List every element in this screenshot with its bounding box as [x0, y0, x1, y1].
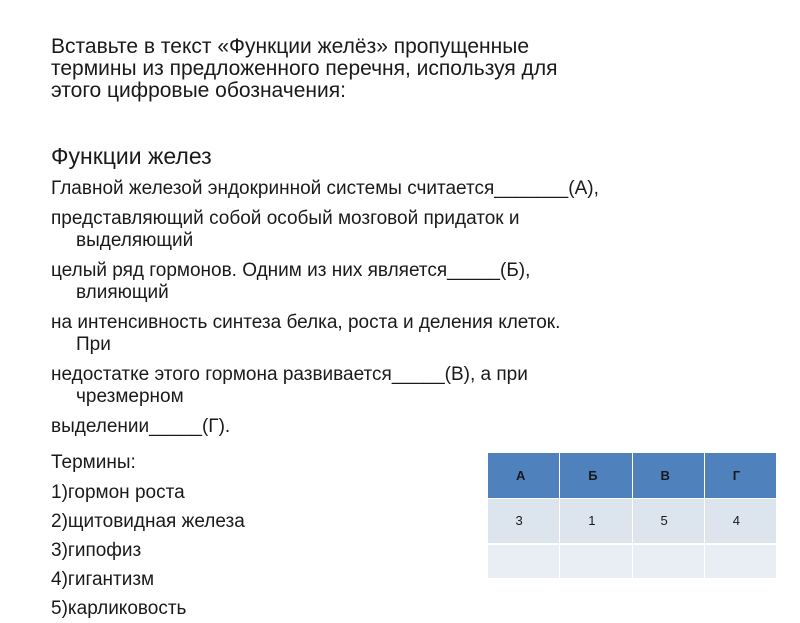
answer-value-cell: 4 [704, 499, 776, 544]
text-line-continued: При [76, 334, 111, 355]
term-item: 5)карликовость [51, 598, 187, 619]
task-instruction [51, 31, 711, 102]
answer-header-cell: Г [704, 453, 776, 499]
term-item: 2)щитовидная железа [51, 511, 245, 532]
text-line: недостатке этого гормона развивается_____(В), а при [51, 364, 528, 385]
section-title: Функции желез [51, 143, 212, 169]
answer-table-row [488, 499, 777, 544]
term-item: 1)гормон роста [51, 482, 185, 503]
answer-value-cell: 1 [560, 499, 632, 544]
answer-header-cell: Б [560, 453, 632, 499]
answer-table-empty-row [488, 544, 777, 578]
instruction-line: термины из предложенного перечня, используя для [51, 57, 558, 80]
text-line: выделении_____(Г). [51, 416, 231, 437]
empty-cell [560, 544, 632, 578]
answer-header-cell: В [632, 453, 704, 499]
text-line-continued: выделяющий [76, 230, 194, 251]
instruction-line: Вставьте в текст «Функции желёз» пропущенные [51, 35, 529, 58]
text-line: на интенсивность синтеза белка, роста и деления клеток. [51, 312, 561, 333]
answer-header-cell: А [488, 453, 560, 499]
terms-label: Термины: [51, 452, 136, 473]
empty-cell [704, 544, 776, 578]
text-line: целый ряд гормонов. Одним из них является_____(Б), [51, 260, 531, 281]
empty-cell [632, 544, 704, 578]
answer-value-cell: 5 [632, 499, 704, 544]
empty-cell [488, 544, 560, 578]
term-item: 3)гипофиз [51, 540, 142, 561]
text-line-continued: чрезмерном [76, 386, 184, 407]
terms-list [51, 478, 245, 623]
text-line: представляющий собой особый мозговой придаток и [51, 208, 520, 229]
text-line-continued: влияющий [76, 282, 169, 303]
text-line: Главной железой эндокринной системы считается_______(А), [51, 178, 599, 199]
term-item: 4)гигантизм [51, 569, 155, 590]
answer-table-header-row [488, 453, 777, 499]
gap-fill-text [51, 178, 771, 438]
instruction-line: этого цифровые обозначения: [51, 79, 346, 102]
answer-table [487, 452, 777, 578]
answer-value-cell: 3 [488, 499, 560, 544]
